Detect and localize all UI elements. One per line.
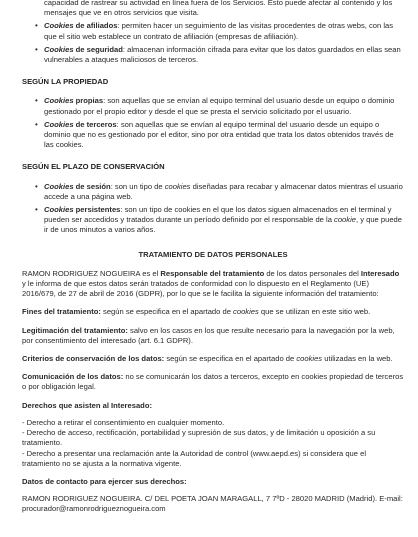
list-item-sesion: • Cookies de sesión: son un tipo de cookies diseñadas para recabar y almacenar datos mientras el usuario accede a una página web. xyxy=(44,182,404,202)
fines-paragraph: Fines del tratamiento: según se especifica en el apartado de cookies que se utilizan en este sitio web. xyxy=(22,307,371,317)
derecho-item: - Derecho a presentar una reclamación ante la Autoridad de control (www.aepd.es) si considera que el tratamiento no se ajusta a la normativa vigente. xyxy=(22,448,367,468)
comunicacion-paragraph: Comunicación de los datos: no se comunicarán los datos a terceros, excepto en cookies propiedad de terceros o por obligación legal. xyxy=(22,372,404,392)
derecho-item: - Derecho de acceso, rectificación, portabilidad y supresión de sus datos, y de limitación u oposición a su tratamiento. xyxy=(22,428,376,448)
cookies-ownership-list xyxy=(22,96,404,150)
fragment-text: capacidad de rastrear su actividad en línea fuera de los Servicios. Esto puede afectar al contenido y los mensajes que ve en otros servicios que visita. xyxy=(44,0,393,18)
list-item-seguridad: • Cookies de seguridad: almacenan información cifrada para evitar que los datos guardados en ellas sean vulnerables a ataques maliciosos de terceros. xyxy=(44,45,404,65)
legitimacion-paragraph: Legitimación del tratamiento: salvo en los casos en los que resulte necesario para la navegación por la web, por consentimiento del interesado (art. 6.1 GDPR). xyxy=(22,325,395,345)
list-item-propias: • Cookies propias: son aquellas que se envían al equipo terminal del usuario desde un equipo o dominio gestionado por el propio editor y desde el que se presta el servicio solicitado por el usuario. xyxy=(44,96,404,116)
document-body xyxy=(22,0,404,523)
heading-tratamiento: TRATAMIENTO DE DATOS PERSONALES xyxy=(138,249,288,259)
cookies-purpose-list xyxy=(22,21,404,65)
section-heading-plazo: SEGÚN EL PLAZO DE CONSERVACIÓN xyxy=(22,162,165,172)
section-heading-propiedad: SEGÚN LA PROPIEDAD xyxy=(22,77,109,87)
contacto-text: RAMON RODRIGUEZ NOGUEIRA. C/ DEL POETA JOAN MARAGALL, 7 7ºD - 28020 MADRID (Madrid). E-mail: procurador@ramonrodrigueznogueira.com xyxy=(22,494,403,514)
derecho-item: - Derecho a retirar el consentimiento en cualquier momento. xyxy=(22,417,225,427)
cookies-duration-list xyxy=(22,182,404,236)
intro-paragraph: RAMON RODRIGUEZ NOGUEIRA es el Responsable del tratamiento de los datos personales del Interesado y le informa de que estos datos serán tratados de conformidad con lo dispuesto en el Reglamento (UE) 2016/679, de 27 de abril de 2016 (GDPR), por lo que se le facilita la siguiente información del tratamiento: xyxy=(22,268,400,299)
contacto-heading: Datos de contacto para ejercer sus derechos: xyxy=(22,476,187,486)
derechos-list xyxy=(22,418,404,469)
list-item-terceros: • Cookies de terceros: son aquellas que se envían al equipo terminal del usuario desde un equipo o dominio que no es gestionado por el editor, sino por otra entidad que trata los datos obtenidos través de las cookies. xyxy=(44,120,404,151)
criterios-paragraph: Criterios de conservación de los datos: según se especifica en el apartado de cookies utilizadas en la web. xyxy=(22,354,393,364)
list-item-persistentes: • Cookies persistentes: son un tipo de cookies en el que los datos siguen almacenados en el terminal y pueden ser accedidos y tratados durante un período definido por el responsable de la cookie, y que puede ir de unos minutos a varios años. xyxy=(44,205,404,236)
list-item-afiliados: • Cookies de afiliados: permiten hacer un seguimiento de las visitas procedentes de otras webs, con las que el sitio web establece un contrato de afiliación (empresas de afiliación). xyxy=(44,21,404,41)
derechos-heading: Derechos que asisten al Interesado: xyxy=(22,400,152,410)
